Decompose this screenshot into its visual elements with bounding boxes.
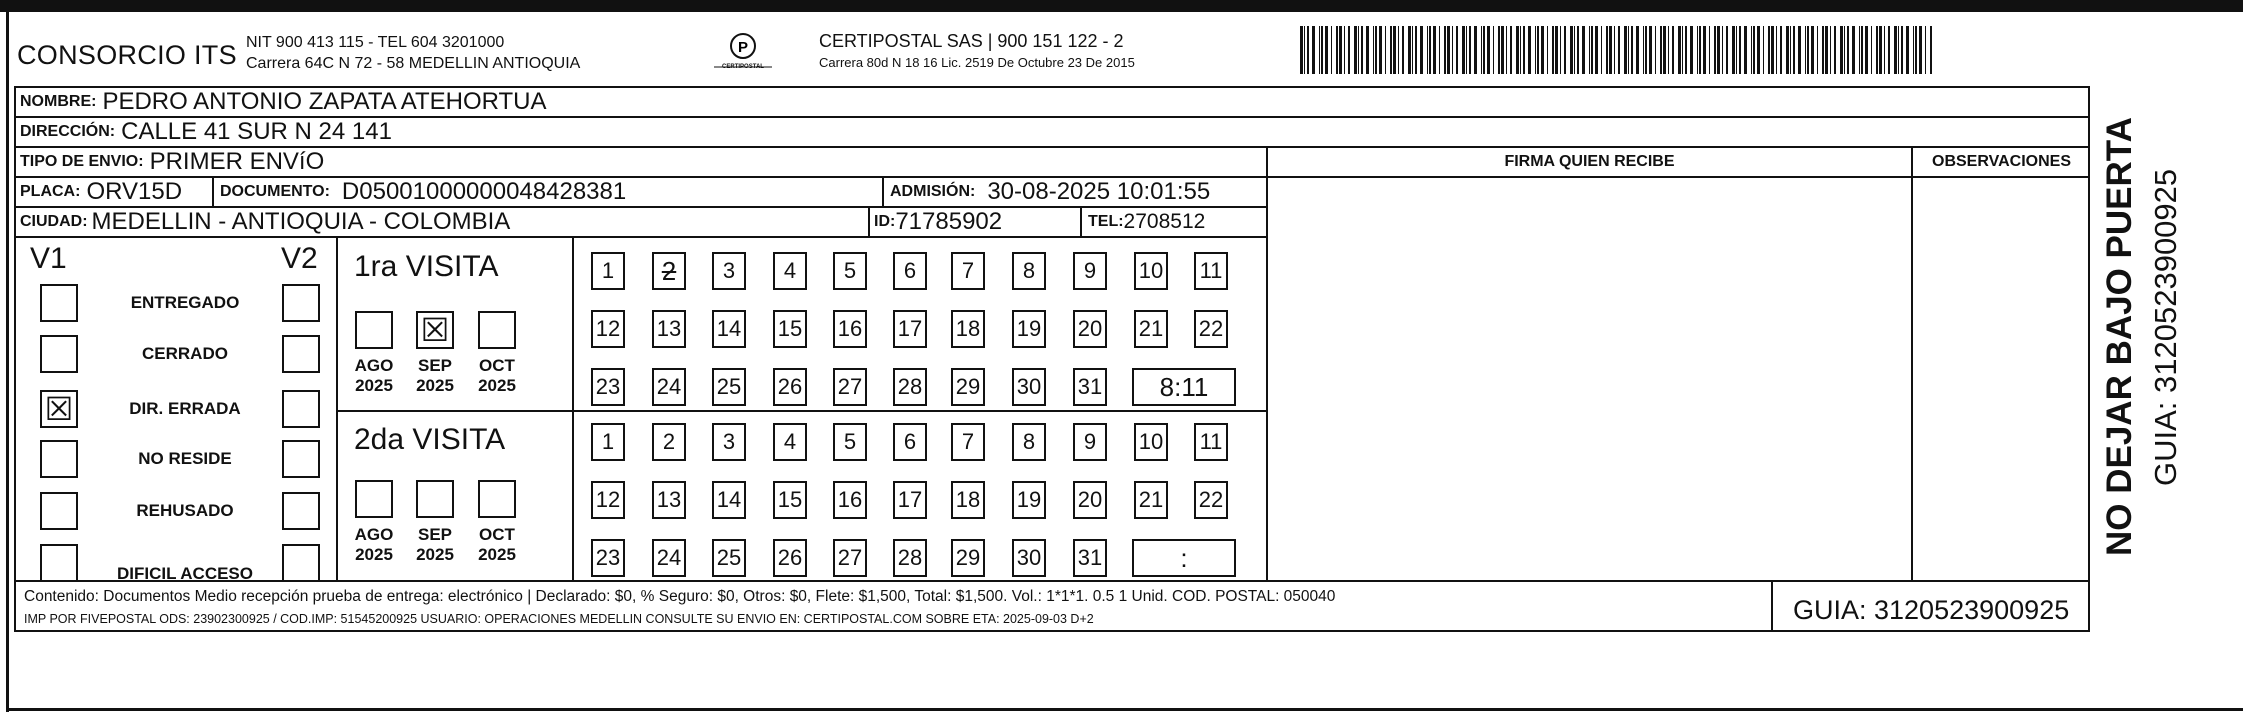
row-divider bbox=[14, 580, 2090, 582]
day-box[interactable]: 4 bbox=[773, 423, 807, 461]
day-box[interactable]: 23 bbox=[591, 539, 625, 577]
nombre-row bbox=[14, 86, 547, 118]
month-checkbox[interactable] bbox=[478, 311, 516, 349]
day-box[interactable]: 15 bbox=[773, 481, 807, 519]
day-box[interactable]: 5 bbox=[833, 423, 867, 461]
day-box[interactable]: 25 bbox=[712, 368, 746, 406]
v1-checkbox[interactable] bbox=[40, 492, 78, 530]
footer-content: Contenido: Documentos Medio recepción prueba de entrega: electrónico | Declarado: $0, % Seguro: $0, Otros: $0, Flete: $1,500, Total: $1,500. Vol.: 1*1*1. 0.5 1 Unid. COD. POSTAL: 050040 bbox=[24, 588, 1336, 605]
day-box[interactable]: 13 bbox=[652, 310, 686, 348]
tel-label: TEL: bbox=[1088, 213, 1124, 230]
company-name: CONSORCIO ITS bbox=[17, 40, 237, 70]
left-border bbox=[6, 12, 9, 712]
day-box[interactable]: 22 bbox=[1194, 310, 1228, 348]
day-box[interactable]: 30 bbox=[1012, 539, 1046, 577]
tipo-row bbox=[14, 146, 324, 178]
logo-caption: CERTIPOSTAL bbox=[722, 64, 764, 70]
firma-label: FIRMA QUIEN RECIBE bbox=[1504, 153, 1675, 170]
day-box[interactable]: 23 bbox=[591, 368, 625, 406]
day-box[interactable]: 24 bbox=[652, 368, 686, 406]
placa-value: ORV15D bbox=[86, 178, 183, 205]
month-year: 2025 bbox=[355, 376, 393, 395]
day-box[interactable]: 16 bbox=[833, 481, 867, 519]
tipo-value: PRIMER ENVíO bbox=[149, 148, 325, 175]
bottom-border bbox=[6, 708, 2243, 711]
day-box[interactable]: 17 bbox=[893, 310, 927, 348]
day-box[interactable]: 19 bbox=[1012, 310, 1046, 348]
day-box[interactable]: 27 bbox=[833, 539, 867, 577]
tel-value: 2708512 bbox=[1123, 210, 1206, 233]
day-box[interactable]: 21 bbox=[1134, 310, 1168, 348]
id-value: 71785902 bbox=[895, 208, 1003, 235]
col-divider bbox=[1266, 146, 1268, 582]
day-box[interactable]: 24 bbox=[652, 539, 686, 577]
documento-label: DOCUMENTO: bbox=[220, 183, 330, 200]
company-address: Carrera 64C N 72 - 58 MEDELLIN ANTIOQUIA bbox=[246, 55, 581, 72]
svg-text:P: P bbox=[737, 39, 749, 56]
carrier-name: CERTIPOSTAL SAS | 900 151 122 - 2 bbox=[819, 31, 1124, 51]
top-black-bar bbox=[0, 0, 2243, 12]
observaciones-header bbox=[1913, 146, 2090, 178]
month-label: SEP bbox=[417, 525, 453, 544]
day-box[interactable]: 11 bbox=[1194, 252, 1228, 290]
v2-checkbox[interactable] bbox=[282, 440, 320, 478]
row-divider bbox=[338, 410, 1268, 412]
col-divider bbox=[572, 236, 574, 582]
v2-checkbox[interactable] bbox=[282, 544, 320, 582]
tel-cell bbox=[1082, 206, 1205, 238]
day-box[interactable]: 6 bbox=[893, 423, 927, 461]
certipostal-logo bbox=[706, 30, 780, 76]
v2-checkbox[interactable] bbox=[282, 335, 320, 373]
day-box[interactable]: 28 bbox=[893, 368, 927, 406]
v1-checkbox[interactable]: ☒ bbox=[40, 390, 78, 428]
col-divider bbox=[1771, 580, 1773, 632]
day-box[interactable]: 18 bbox=[951, 310, 985, 348]
day-box[interactable]: 12 bbox=[591, 310, 625, 348]
col-divider bbox=[1911, 146, 1913, 582]
barcode bbox=[1300, 26, 1936, 74]
day-box[interactable]: 29 bbox=[951, 539, 985, 577]
month-checkbox[interactable] bbox=[478, 480, 516, 518]
side-guia: GUIA: 3120523900925 bbox=[2148, 168, 2183, 486]
status-label: DIR. ERRADA bbox=[129, 399, 241, 418]
day-box[interactable]: 19 bbox=[1012, 481, 1046, 519]
placa-label: PLACA: bbox=[20, 183, 81, 200]
ciudad-value: MEDELLIN - ANTIOQUIA - COLOMBIA bbox=[91, 208, 511, 235]
id-label: ID: bbox=[874, 213, 896, 230]
day-box[interactable]: 16 bbox=[833, 310, 867, 348]
month-year: 2025 bbox=[478, 545, 516, 564]
status-label: CERRADO bbox=[142, 344, 228, 363]
visit1-title: 1ra VISITA bbox=[354, 250, 499, 283]
documento-value: D05001000000048428381 bbox=[341, 178, 627, 205]
v2-checkbox[interactable] bbox=[282, 390, 320, 428]
status-label: REHUSADO bbox=[136, 501, 234, 520]
day-box[interactable]: 2 bbox=[652, 423, 686, 461]
v2-checkbox[interactable] bbox=[282, 492, 320, 530]
direccion-value: CALLE 41 SUR N 24 141 bbox=[121, 118, 392, 145]
v1-label: V1 bbox=[30, 242, 67, 275]
visit2-title: 2da VISITA bbox=[354, 423, 506, 456]
month-label: AGO bbox=[354, 525, 394, 544]
day-box[interactable]: 1 bbox=[591, 252, 625, 290]
status-label: DIFICIL ACCESO bbox=[116, 564, 253, 583]
month-year: 2025 bbox=[416, 376, 454, 395]
day-box[interactable]: 20 bbox=[1073, 310, 1107, 348]
day-box[interactable]: 28 bbox=[893, 539, 927, 577]
time-box[interactable]: : bbox=[1132, 539, 1236, 577]
day-box[interactable]: 26 bbox=[773, 368, 807, 406]
status-label: ENTREGADO bbox=[130, 293, 240, 312]
day-box[interactable]: 27 bbox=[833, 368, 867, 406]
day-box[interactable]: 10 bbox=[1134, 423, 1168, 461]
col-divider bbox=[336, 236, 338, 582]
v1-checkbox[interactable] bbox=[40, 284, 78, 322]
day-box[interactable]: 4 bbox=[773, 252, 807, 290]
day-box[interactable]: 17 bbox=[893, 481, 927, 519]
day-box[interactable]: 20 bbox=[1073, 481, 1107, 519]
v1-checkbox[interactable] bbox=[40, 440, 78, 478]
month-label: AGO bbox=[354, 356, 394, 375]
footer-imp: IMP POR FIVEPOSTAL ODS: 23902300925 / COD.IMP: 51545200925 USUARIO: OPERACIONES MEDELLIN CONSULTE SU ENVIO EN: CERTIPOSTAL.COM SOBRE ETA: 2025-09-03 D+2 bbox=[24, 612, 1094, 626]
day-box[interactable]: 7 bbox=[951, 423, 985, 461]
direccion-row bbox=[14, 116, 392, 148]
month-year: 2025 bbox=[416, 545, 454, 564]
status-label: NO RESIDE bbox=[138, 449, 232, 468]
day-box[interactable]: 21 bbox=[1134, 481, 1168, 519]
day-box[interactable]: 18 bbox=[951, 481, 985, 519]
day-box[interactable]: 15 bbox=[773, 310, 807, 348]
nombre-value: PEDRO ANTONIO ZAPATA ATEHORTUA bbox=[102, 88, 547, 115]
carrier-address: Carrera 80d N 18 16 Lic. 2519 De Octubre 23 De 2015 bbox=[819, 55, 1135, 70]
day-box[interactable]: 12 bbox=[591, 481, 625, 519]
id-cell bbox=[868, 206, 1002, 238]
day-box[interactable]: 31 bbox=[1073, 539, 1107, 577]
month-label: OCT bbox=[479, 525, 515, 544]
day-box[interactable]: 14 bbox=[712, 481, 746, 519]
month-year: 2025 bbox=[355, 545, 393, 564]
month-checkbox[interactable] bbox=[355, 311, 393, 349]
day-box[interactable]: 30 bbox=[1012, 368, 1046, 406]
day-box[interactable]: 14 bbox=[712, 310, 746, 348]
v1-checkbox[interactable] bbox=[40, 544, 78, 582]
day-box[interactable]: 5 bbox=[833, 252, 867, 290]
day-box-marked[interactable]: 2 bbox=[652, 252, 686, 290]
firma-header bbox=[1268, 146, 1911, 178]
day-box[interactable]: 11 bbox=[1194, 423, 1228, 461]
admision-value: 30-08-2025 10:01:55 bbox=[987, 178, 1211, 205]
ciudad-label: CIUDAD: bbox=[20, 213, 88, 230]
day-box[interactable]: 9 bbox=[1073, 423, 1107, 461]
month-checkbox[interactable]: ☒ bbox=[416, 311, 454, 349]
day-box[interactable]: 10 bbox=[1134, 252, 1168, 290]
admision-cell bbox=[884, 176, 1210, 208]
day-box[interactable]: 8 bbox=[1012, 252, 1046, 290]
day-box[interactable]: 13 bbox=[652, 481, 686, 519]
day-box[interactable]: 22 bbox=[1194, 481, 1228, 519]
documento-cell bbox=[214, 176, 626, 208]
day-box[interactable]: 3 bbox=[712, 252, 746, 290]
month-label: SEP bbox=[417, 356, 453, 375]
v1-checkbox[interactable] bbox=[40, 335, 78, 373]
month-checkbox[interactable] bbox=[416, 480, 454, 518]
day-box[interactable]: 9 bbox=[1073, 252, 1107, 290]
nombre-label: NOMBRE: bbox=[20, 93, 97, 110]
day-box[interactable]: 26 bbox=[773, 539, 807, 577]
ciudad-cell bbox=[14, 206, 510, 238]
day-box[interactable]: 3 bbox=[712, 423, 746, 461]
day-box[interactable]: 7 bbox=[951, 252, 985, 290]
direccion-label: DIRECCIÓN: bbox=[20, 123, 116, 140]
footer-guia: GUIA: 3120523900925 bbox=[1793, 595, 2070, 625]
observaciones-label: OBSERVACIONES bbox=[1932, 153, 2071, 170]
month-label: OCT bbox=[479, 356, 515, 375]
day-box[interactable]: 1 bbox=[591, 423, 625, 461]
day-box[interactable]: 8 bbox=[1012, 423, 1046, 461]
v2-label: V2 bbox=[281, 242, 318, 275]
day-box[interactable]: 25 bbox=[712, 539, 746, 577]
day-box[interactable]: 6 bbox=[893, 252, 927, 290]
tipo-label: TIPO DE ENVIO: bbox=[20, 153, 144, 170]
v2-checkbox[interactable] bbox=[282, 284, 320, 322]
admision-label: ADMISIÓN: bbox=[890, 183, 976, 200]
day-box[interactable]: 29 bbox=[951, 368, 985, 406]
day-box[interactable]: 31 bbox=[1073, 368, 1107, 406]
month-checkbox[interactable] bbox=[355, 480, 393, 518]
month-year: 2025 bbox=[478, 376, 516, 395]
side-notice: NO DEJAR BAJO PUERTA bbox=[2100, 117, 2139, 556]
barcode-icon bbox=[1300, 26, 1936, 74]
time-box[interactable]: 8:11 bbox=[1132, 368, 1236, 406]
placa-cell bbox=[14, 176, 182, 208]
company-nit: NIT 900 413 115 - TEL 604 3201000 bbox=[246, 34, 505, 51]
